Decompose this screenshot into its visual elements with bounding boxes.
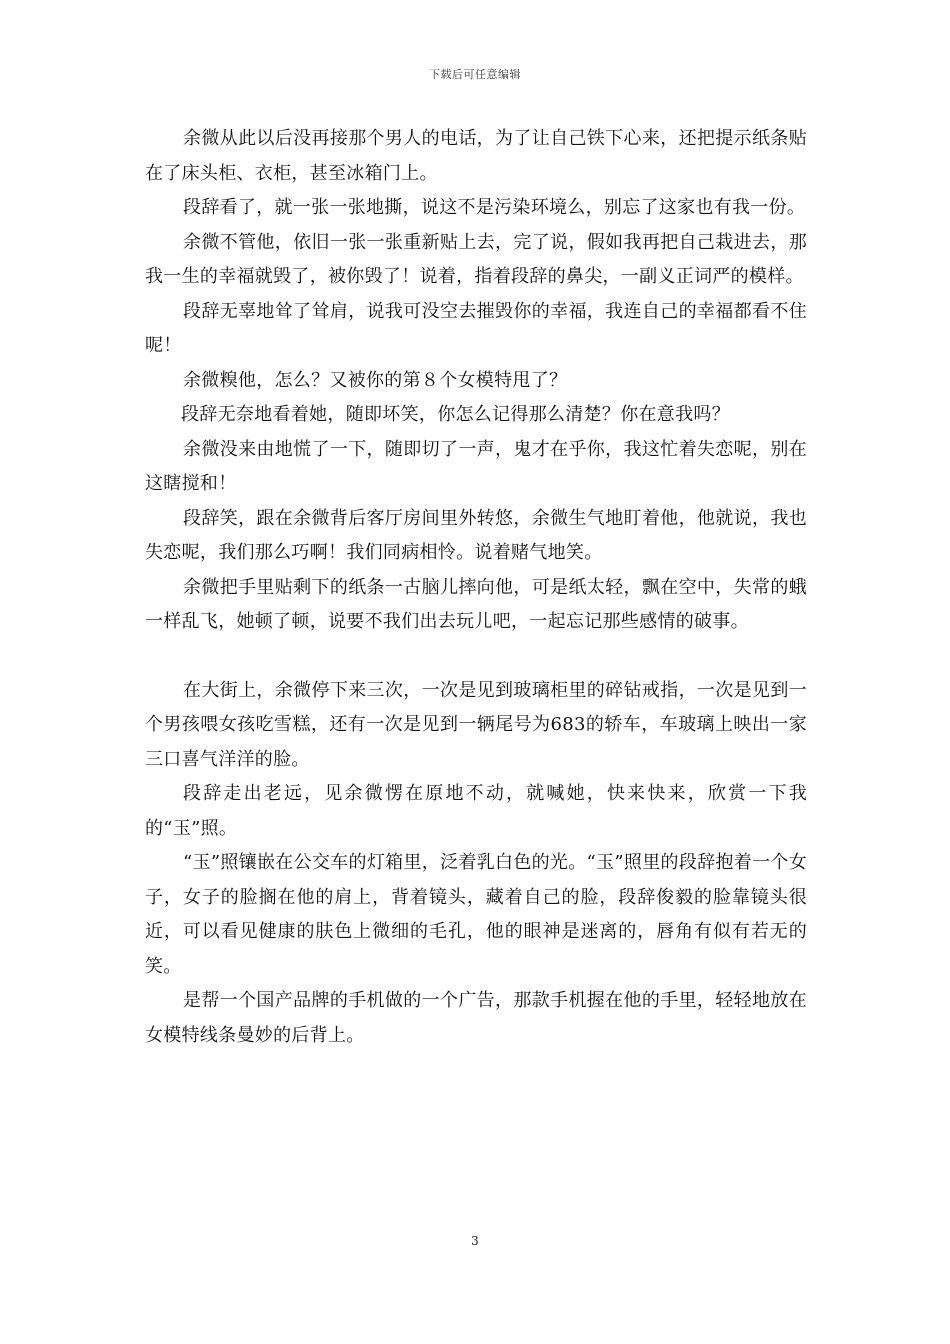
- paragraph: “玉”照镶嵌在公交车的灯箱里，泛着乳白色的光。“玉”照里的段辞抱着一个女子，女子的脸搁在他的肩上，背着镜头，藏着自己的脸，段辞俊毅的脸靠镜头很近，可以看见健康的肤色上微细的毛孔，他的眼神是迷离的，唇角有似有若无的笑。: [145, 852, 807, 977]
- paragraph: 在大街上，余微停下来三次，一次是见到玻璃柜里的碎钻戒指，一次是见到一个男孩喂女孩吃雪糕，还有一次是见到一辆尾号为683的轿车，车玻璃上映出一家三口喜气洋洋的脸。: [145, 679, 807, 770]
- paragraph: 余微不管他，依旧一张一张重新贴上去，完了说，假如我再把自己栽进去，那我一生的幸福就毁了，被你毁了！说着，指着段辞的鼻尖，一副义正词严的模样。: [145, 231, 807, 287]
- paragraph: 余微把手里贴剩下的纸条一古脑儿摔向他，可是纸太轻，飘在空中，失常的蛾一样乱飞，她顿了顿，说要不我们出去玩儿吧，一起忘记那些感情的破事。: [145, 576, 807, 632]
- paragraph: 段辞走出老远，见余微愣在原地不动，就喊她，快来快来，欣赏一下我的“玉”照。: [145, 783, 807, 839]
- paragraph: 余微糗他，怎么？又被你的第８个女模特甩了？: [183, 369, 568, 391]
- paragraph: 段辞无辜地耸了耸肩，说我可没空去摧毁你的幸福，我连自己的幸福都看不住呢！: [145, 300, 807, 356]
- paragraph: 段辞笑，跟在余微背后客厅房间里外转悠，余微生气地盯着他，他就说，我也失恋呢，我们那么巧啊！我们同病相怜。说着赌气地笑。: [145, 507, 807, 563]
- paragraph: 段辞看了，就一张一张地撕，说这不是污染环境么，别忘了这家也有我一份。: [183, 197, 806, 218]
- paragraph: 余微从此以后没再接那个男人的电话，为了让自己铁下心来，还把提示纸条贴在了床头柜、衣柜，甚至冰箱门上。: [145, 128, 807, 184]
- paragraph: 是帮一个国产品牌的手机做的一个广告，那款手机握在他的手里，轻轻地放在女模特线条曼妙的后背上。: [145, 990, 807, 1046]
- page-number: 3: [471, 1234, 479, 1248]
- document-body: [145, 122, 807, 1053]
- paragraph: 段辞无奈地看着她，随即坏笑，你怎么记得那么清楚？你在意我吗？: [181, 404, 730, 425]
- section-gap: [145, 640, 807, 674]
- page-header: 下载后可任意编辑: [429, 68, 521, 81]
- paragraph: 余微没来由地慌了一下，随即切了一声，鬼才在乎你，我这忙着失恋呢，别在这瞎搅和！: [145, 438, 807, 494]
